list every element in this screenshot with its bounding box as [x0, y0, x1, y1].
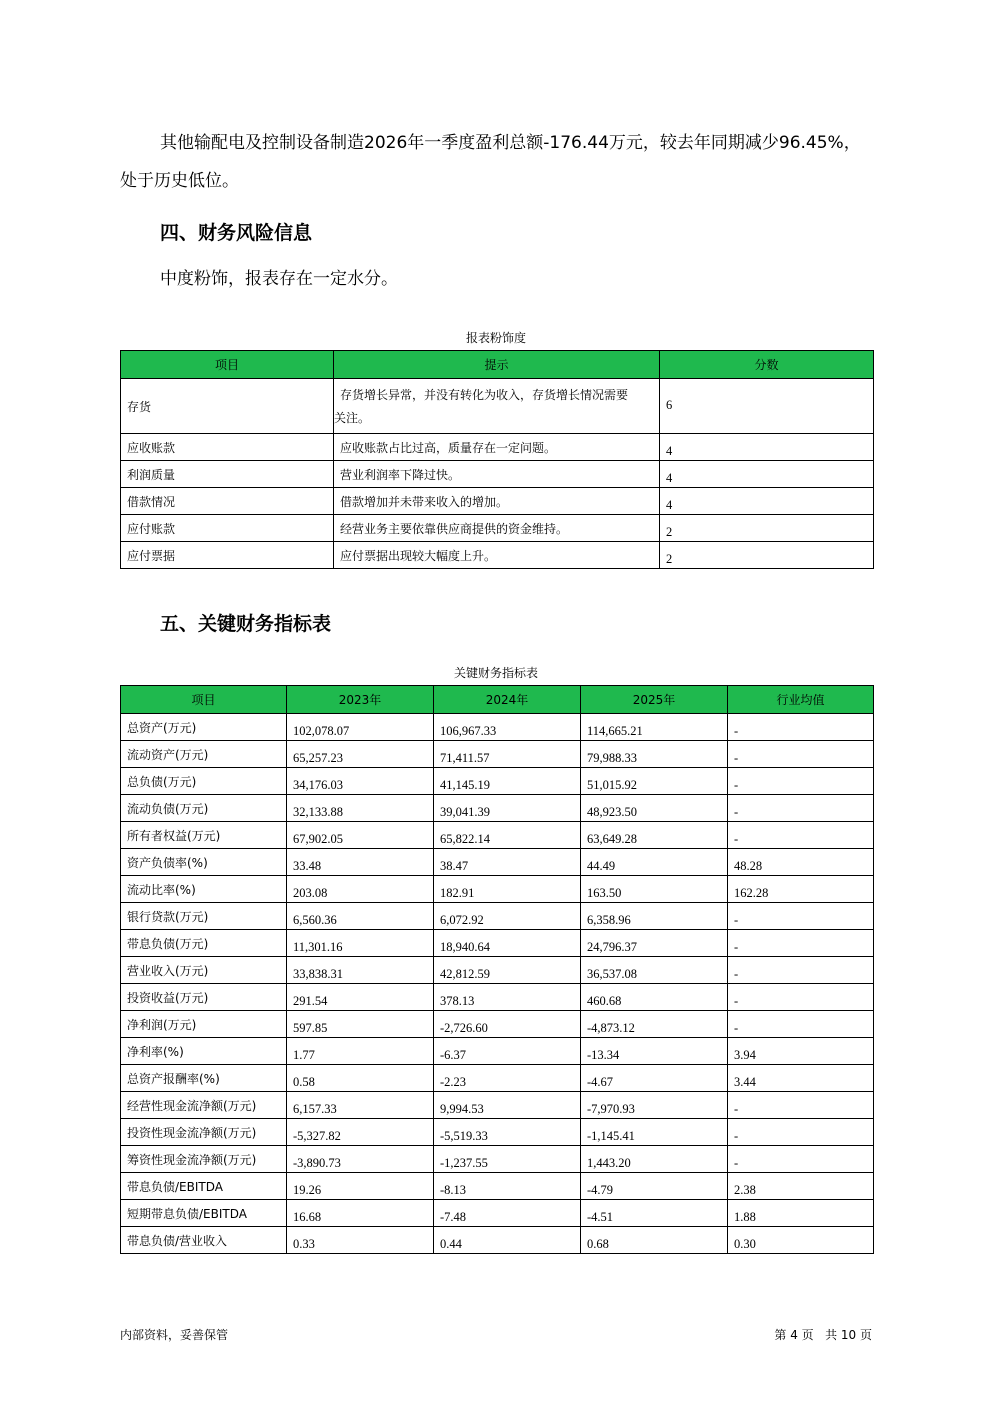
table-row [121, 741, 874, 768]
hint-line: 营业利润率下降过快。 [340, 467, 461, 482]
metric-value-cell: -7,970.93 [581, 1092, 728, 1119]
metric-value-cell: 18,940.64 [434, 930, 581, 957]
metric-value-cell: -3,890.73 [287, 1146, 434, 1173]
hint-line: 存货增长异常，并没有转化为收入，存货增长情况需要 [340, 388, 629, 402]
metric-value-cell: 378.13 [434, 984, 581, 1011]
metric-value-cell: 39,041.39 [434, 795, 581, 822]
metric-name-cell: 银行贷款(万元) [121, 903, 287, 930]
metric-value-cell: 34,176.03 [287, 768, 434, 795]
score-cell: 4 [660, 434, 874, 461]
paragraph-line: 处于历史低位。 [120, 171, 239, 191]
header-cell: 2024年 [434, 686, 581, 714]
kpi-table [120, 685, 874, 1254]
metric-value-cell: 291.54 [287, 984, 434, 1011]
table-header-row [121, 686, 874, 714]
metric-value-cell: - [728, 714, 874, 741]
header-cell: 项目 [121, 351, 334, 379]
table-row [121, 876, 874, 903]
metric-value-cell: 19.26 [287, 1173, 434, 1200]
table-row [121, 1092, 874, 1119]
table-row [121, 1227, 874, 1254]
metric-name-cell: 筹资性现金流净额(万元) [121, 1146, 287, 1173]
metric-value-cell: 9,994.53 [434, 1092, 581, 1119]
table-row [121, 768, 874, 795]
metric-value-cell: 33.48 [287, 849, 434, 876]
metric-value-cell: 1.88 [728, 1200, 874, 1227]
metric-value-cell: - [728, 1011, 874, 1038]
table-row [121, 1119, 874, 1146]
metric-value-cell: 3.94 [728, 1038, 874, 1065]
metric-value-cell: - [728, 957, 874, 984]
hint-line: 应收账款占比过高，质量存在一定问题。 [340, 440, 557, 455]
metric-name-cell: 营业收入(万元) [121, 957, 287, 984]
item-cell: 应付账款 [121, 515, 334, 542]
hint-cell [334, 461, 660, 488]
table-header-row [121, 351, 874, 379]
metric-value-cell: - [728, 1119, 874, 1146]
header-cell: 行业均值 [728, 686, 874, 714]
hint-line: 借款增加并未带来收入的增加。 [340, 494, 509, 509]
item-cell: 应付票据 [121, 542, 334, 569]
paragraph-line: 其他输配电及控制设备制造2026年一季度盈利总额-176.44万元，较去年同期减少96.45%， [160, 133, 861, 153]
score-cell: 4 [660, 488, 874, 515]
table-row [121, 957, 874, 984]
metric-value-cell: - [728, 930, 874, 957]
metric-value-cell: 41,145.19 [434, 768, 581, 795]
table-row [121, 515, 874, 542]
table-row [121, 1065, 874, 1092]
metric-name-cell: 总资产报酬率(%) [121, 1065, 287, 1092]
metric-name-cell: 所有者权益(万元) [121, 822, 287, 849]
metric-value-cell: - [728, 1092, 874, 1119]
metric-value-cell: -5,327.82 [287, 1119, 434, 1146]
metric-name-cell: 投资收益(万元) [121, 984, 287, 1011]
table-row [121, 488, 874, 515]
metric-value-cell: 51,015.92 [581, 768, 728, 795]
table-row [121, 434, 874, 461]
table-row [121, 379, 874, 434]
metric-value-cell: -1,145.41 [581, 1119, 728, 1146]
table-row [121, 461, 874, 488]
metric-name-cell: 流动资产(万元) [121, 741, 287, 768]
metric-value-cell: 203.08 [287, 876, 434, 903]
metric-value-cell: -2,726.60 [434, 1011, 581, 1038]
metric-name-cell: 短期带息负债/EBITDA [121, 1200, 287, 1227]
footer-left: 内部资料，妥善保管 [120, 1328, 229, 1342]
metric-value-cell: 79,988.33 [581, 741, 728, 768]
table-row [121, 1173, 874, 1200]
hint-line: 应付票据出现较大幅度上升。 [340, 548, 497, 563]
table-row [121, 714, 874, 741]
header-cell: 分数 [660, 351, 874, 379]
item-cell: 利润质量 [121, 461, 334, 488]
item-cell: 存货 [121, 379, 334, 434]
metric-value-cell: -1,237.55 [434, 1146, 581, 1173]
table-row [121, 1200, 874, 1227]
metric-value-cell: - [728, 768, 874, 795]
metric-value-cell: 0.33 [287, 1227, 434, 1254]
metric-name-cell: 总负债(万元) [121, 768, 287, 795]
header-cell: 提示 [334, 351, 660, 379]
table-row [121, 984, 874, 1011]
risk-table [120, 350, 874, 569]
metric-value-cell: 102,078.07 [287, 714, 434, 741]
metric-value-cell: 182.91 [434, 876, 581, 903]
score-cell: 4 [660, 461, 874, 488]
metric-name-cell: 净利润(万元) [121, 1011, 287, 1038]
metric-value-cell: 38.47 [434, 849, 581, 876]
metric-name-cell: 带息负债/EBITDA [121, 1173, 287, 1200]
metric-value-cell: 2.38 [728, 1173, 874, 1200]
metric-value-cell: 3.44 [728, 1065, 874, 1092]
table-caption: 报表粉饰度 [465, 331, 526, 345]
metric-value-cell: - [728, 795, 874, 822]
metric-value-cell: 163.50 [581, 876, 728, 903]
metric-value-cell: 0.68 [581, 1227, 728, 1254]
metric-value-cell: -8.13 [434, 1173, 581, 1200]
score-cell: 2 [660, 515, 874, 542]
hint-cell [334, 515, 660, 542]
hint-cell [334, 488, 660, 515]
header-cell: 2025年 [581, 686, 728, 714]
table-row [121, 1038, 874, 1065]
metric-value-cell: -4,873.12 [581, 1011, 728, 1038]
metric-value-cell: 32,133.88 [287, 795, 434, 822]
hint-line: 经营业务主要依靠供应商提供的资金维持。 [340, 521, 569, 536]
metric-value-cell: 67,902.05 [287, 822, 434, 849]
metric-value-cell: 6,560.36 [287, 903, 434, 930]
metric-value-cell: - [728, 741, 874, 768]
metric-value-cell: -5,519.33 [434, 1119, 581, 1146]
metric-value-cell: 6,072.92 [434, 903, 581, 930]
table-row [121, 849, 874, 876]
table-row [121, 930, 874, 957]
hint-cell [334, 542, 660, 569]
metric-value-cell: 6,358.96 [581, 903, 728, 930]
item-cell: 借款情况 [121, 488, 334, 515]
table-row [121, 1011, 874, 1038]
metric-value-cell: -7.48 [434, 1200, 581, 1227]
metric-value-cell: 460.68 [581, 984, 728, 1011]
metric-value-cell: -4.67 [581, 1065, 728, 1092]
metric-value-cell: 114,665.21 [581, 714, 728, 741]
score-cell: 6 [660, 379, 874, 434]
section-title: 五、关键财务指标表 [160, 613, 332, 635]
table-row [121, 822, 874, 849]
metric-name-cell: 带息负债(万元) [121, 930, 287, 957]
metric-value-cell: 33,838.31 [287, 957, 434, 984]
metric-value-cell: - [728, 984, 874, 1011]
table-row [121, 795, 874, 822]
metric-value-cell: 65,822.14 [434, 822, 581, 849]
metric-value-cell: 597.85 [287, 1011, 434, 1038]
metric-value-cell: 0.58 [287, 1065, 434, 1092]
metric-name-cell: 流动负债(万元) [121, 795, 287, 822]
section-title: 四、财务风险信息 [160, 222, 313, 244]
metric-value-cell: -4.79 [581, 1173, 728, 1200]
metric-value-cell: 1.77 [287, 1038, 434, 1065]
metric-value-cell: 0.44 [434, 1227, 581, 1254]
metric-value-cell: 16.68 [287, 1200, 434, 1227]
table-row [121, 542, 874, 569]
metric-value-cell: 106,967.33 [434, 714, 581, 741]
item-cell: 应收账款 [121, 434, 334, 461]
metric-value-cell: - [728, 822, 874, 849]
metric-value-cell: 48.28 [728, 849, 874, 876]
metric-value-cell: 6,157.33 [287, 1092, 434, 1119]
metric-value-cell: 42,812.59 [434, 957, 581, 984]
metric-value-cell: 44.49 [581, 849, 728, 876]
metric-value-cell: -4.51 [581, 1200, 728, 1227]
hint-cell [334, 434, 660, 461]
table-row [121, 1146, 874, 1173]
metric-name-cell: 带息负债/营业收入 [121, 1227, 287, 1254]
metric-name-cell: 流动比率(%) [121, 876, 287, 903]
metric-name-cell: 投资性现金流净额(万元) [121, 1119, 287, 1146]
metric-value-cell: - [728, 1146, 874, 1173]
metric-value-cell: 162.28 [728, 876, 874, 903]
metric-name-cell: 净利率(%) [121, 1038, 287, 1065]
table-caption: 关键财务指标表 [453, 666, 538, 680]
metric-value-cell: 71,411.57 [434, 741, 581, 768]
metric-name-cell: 经营性现金流净额(万元) [121, 1092, 287, 1119]
metric-value-cell: 24,796.37 [581, 930, 728, 957]
metric-value-cell: 63,649.28 [581, 822, 728, 849]
metric-value-cell: -13.34 [581, 1038, 728, 1065]
metric-value-cell: -2.23 [434, 1065, 581, 1092]
hint-cell [334, 379, 660, 434]
metric-value-cell: 11,301.16 [287, 930, 434, 957]
metric-value-cell: 1,443.20 [581, 1146, 728, 1173]
header-cell: 2023年 [287, 686, 434, 714]
header-cell: 项目 [121, 686, 287, 714]
metric-value-cell: 0.30 [728, 1227, 874, 1254]
score-cell: 2 [660, 542, 874, 569]
metric-value-cell: 48,923.50 [581, 795, 728, 822]
table-row [121, 903, 874, 930]
metric-name-cell: 资产负债率(%) [121, 849, 287, 876]
metric-value-cell: - [728, 903, 874, 930]
section-text: 中度粉饰，报表存在一定水分。 [160, 269, 398, 289]
hint-line: 关注。 [334, 411, 371, 425]
metric-value-cell: -6.37 [434, 1038, 581, 1065]
metric-value-cell: 36,537.08 [581, 957, 728, 984]
metric-value-cell: 65,257.23 [287, 741, 434, 768]
page-number: 第 4 页 共 10 页 [774, 1328, 872, 1342]
metric-name-cell: 总资产(万元) [121, 714, 287, 741]
